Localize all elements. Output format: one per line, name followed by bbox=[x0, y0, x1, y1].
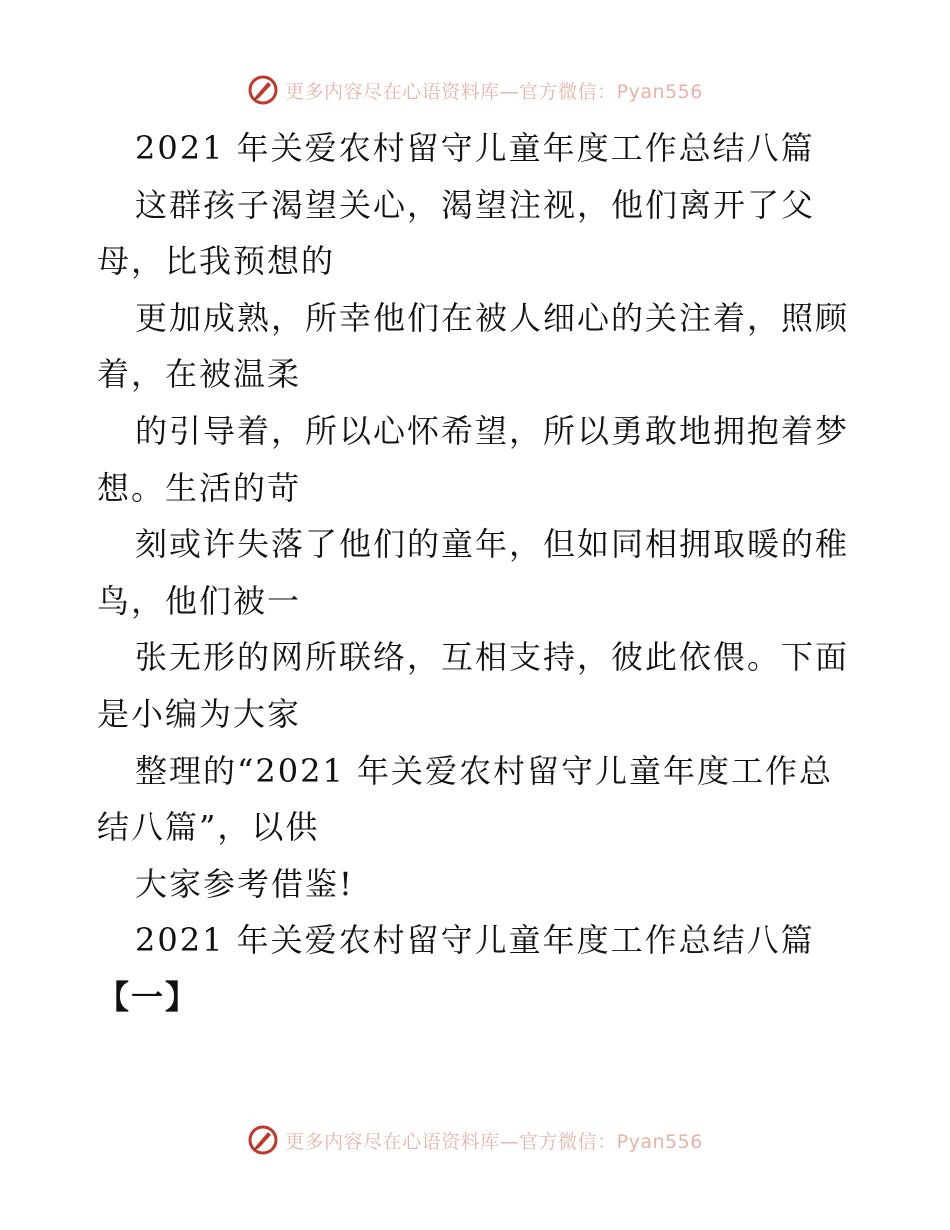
paragraph-line: 是小编为大家 bbox=[97, 694, 302, 733]
paragraph-line: 着，在被温柔 bbox=[97, 355, 302, 394]
section-number: 【一】 bbox=[97, 977, 200, 1016]
document-title: 2021 年关爱农村留守儿童年度工作总结八篇 bbox=[135, 129, 815, 167]
paragraph-line: 这群孩子渴望关心，渴望注视，他们离开了父 bbox=[135, 185, 816, 224]
paragraph-line: 张无形的网所联络，互相支持，彼此依偎。下面 bbox=[135, 638, 850, 677]
paragraph-line: 想。生活的苛 bbox=[97, 468, 302, 507]
red-quill-logo-icon bbox=[247, 74, 279, 106]
paragraph-line: 母，比我预想的 bbox=[97, 242, 336, 281]
paragraph-line: 大家参考借鉴! bbox=[135, 864, 354, 903]
section-heading: 2021 年关爱农村留守儿童年度工作总结八篇 bbox=[135, 921, 815, 960]
header-banner bbox=[0, 70, 950, 110]
paragraph-line: 整理的“2021 年关爱农村留守儿童年度工作总 bbox=[135, 751, 833, 790]
header-banner-text: 更多内容尽在心语资料库—官方微信：Pyan556 bbox=[285, 80, 703, 103]
paragraph-line: 刻或许失落了他们的童年，但如同相拥取暖的稚 bbox=[135, 525, 850, 564]
paragraph-line: 的引导着，所以心怀希望，所以勇敢地拥抱着梦 bbox=[135, 411, 850, 450]
paragraph-line: 结八篇”，以供 bbox=[97, 808, 320, 847]
paragraph-line: 鸟，他们被一 bbox=[97, 581, 302, 620]
red-quill-logo-icon bbox=[247, 1124, 279, 1156]
footer-banner bbox=[0, 1120, 950, 1160]
paragraph-line: 更加成熟，所幸他们在被人细心的关注着，照顾 bbox=[135, 298, 850, 337]
footer-banner-text: 更多内容尽在心语资料库—官方微信：Pyan556 bbox=[285, 1130, 703, 1153]
document-body bbox=[97, 120, 857, 1026]
